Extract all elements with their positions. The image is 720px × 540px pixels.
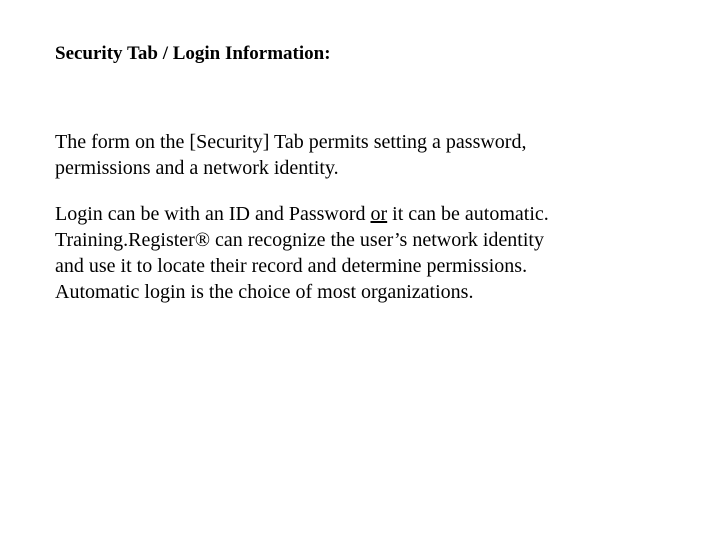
page-title: Security Tab / Login Information:: [55, 43, 331, 64]
text-segment: it can be automatic.: [387, 203, 549, 225]
text-segment: Login can be with an ID and Password: [55, 203, 371, 225]
text-line: permissions and a network identity.: [55, 157, 339, 179]
paragraph-security-tab: [55, 129, 715, 181]
text-line: Training.Register® can recognize the user’s network identity: [55, 229, 544, 251]
text-line: The form on the [Security] Tab permits setting a password,: [55, 131, 527, 153]
text-line: Automatic login is the choice of most organizations.: [55, 281, 474, 303]
underlined-or: or: [370, 203, 388, 225]
paragraph-login: [55, 201, 715, 305]
text-line: and use it to locate their record and determine permissions.: [55, 255, 528, 277]
text-line: [55, 201, 715, 227]
